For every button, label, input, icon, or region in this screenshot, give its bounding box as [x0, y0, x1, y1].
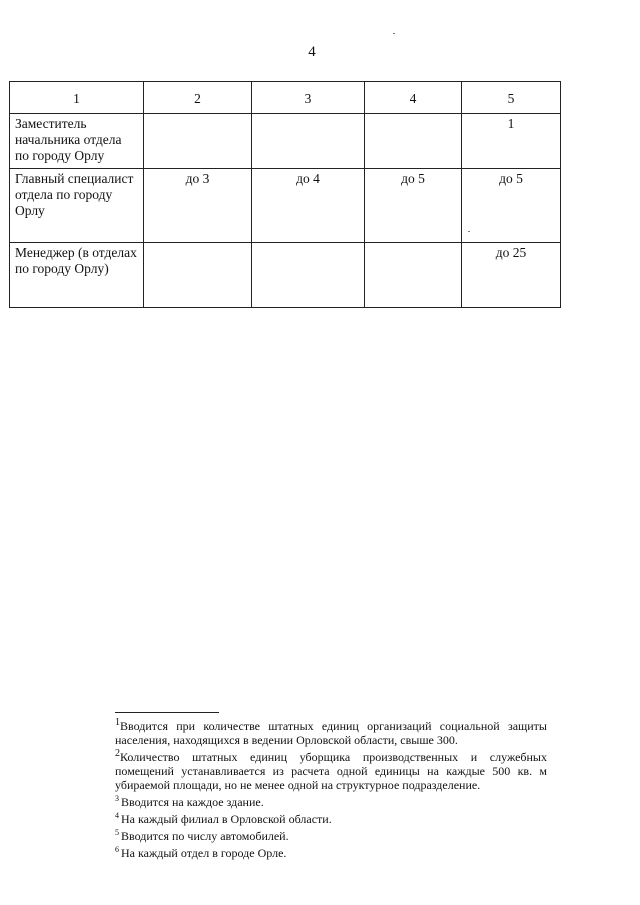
footnote	[115, 809, 547, 826]
value-cell: до 3	[144, 169, 252, 243]
footnote-mark: 4	[115, 811, 119, 820]
header-cell: 4	[365, 82, 462, 114]
footnote-mark: 6	[115, 845, 119, 854]
scan-speck	[468, 231, 470, 232]
footnote-mark: 3	[115, 794, 119, 803]
footnote-text: На каждый филиал в Орловской области.	[121, 812, 332, 826]
header-cell: 1	[10, 82, 144, 114]
value-cell	[144, 243, 252, 308]
value-cell: до 5	[462, 169, 561, 243]
footnote	[61, 747, 547, 792]
table-header-row	[10, 82, 561, 114]
staffing-table	[9, 81, 561, 308]
value-cell	[365, 243, 462, 308]
scan-speck	[393, 33, 395, 34]
header-cell: 5	[462, 82, 561, 114]
footnote	[115, 792, 547, 809]
footnote-mark: 5	[115, 828, 119, 837]
value-cell: 1	[462, 114, 561, 169]
footnote-text: Количество штатных единиц уборщика производственных и служебных помещений устанавливается из расчета одной единицы на каждые 500 кв. м убираемой площади, но не менее одной на структурное подразделение.	[115, 750, 547, 792]
page-number: 4	[308, 44, 316, 60]
value-cell	[365, 114, 462, 169]
position-cell: Главный специалист отдела по городу Орлу	[10, 169, 144, 243]
table-row	[10, 114, 561, 169]
table-row	[10, 243, 561, 308]
value-cell	[144, 114, 252, 169]
footnote-text: Вводится на каждое здание.	[121, 795, 264, 809]
footnote	[115, 826, 547, 843]
header-cell: 3	[252, 82, 365, 114]
footnote	[61, 716, 547, 747]
table-row	[10, 169, 561, 243]
header-cell: 2	[144, 82, 252, 114]
value-cell: до 5	[365, 169, 462, 243]
value-cell: до 25	[462, 243, 561, 308]
position-cell: Заместитель начальника отдела по городу Орлу	[10, 114, 144, 169]
value-cell	[252, 114, 365, 169]
footnote-mark: 1	[115, 717, 120, 728]
footnote-text: На каждый отдел в городе Орле.	[121, 846, 287, 860]
footnote-text: Вводится по числу автомобилей.	[121, 829, 289, 843]
position-cell: Менеджер (в отделах по городу Орлу)	[10, 243, 144, 308]
value-cell: до 4	[252, 169, 365, 243]
footnote	[115, 843, 547, 860]
footnotes	[115, 712, 547, 860]
value-cell	[252, 243, 365, 308]
footnote-mark: 2	[115, 748, 120, 759]
footnote-text: Вводится при количестве штатных единиц организаций социальной защиты населения, находящихся в ведении Орловской области, свыше 300.	[115, 719, 547, 747]
footnote-divider	[115, 712, 219, 713]
